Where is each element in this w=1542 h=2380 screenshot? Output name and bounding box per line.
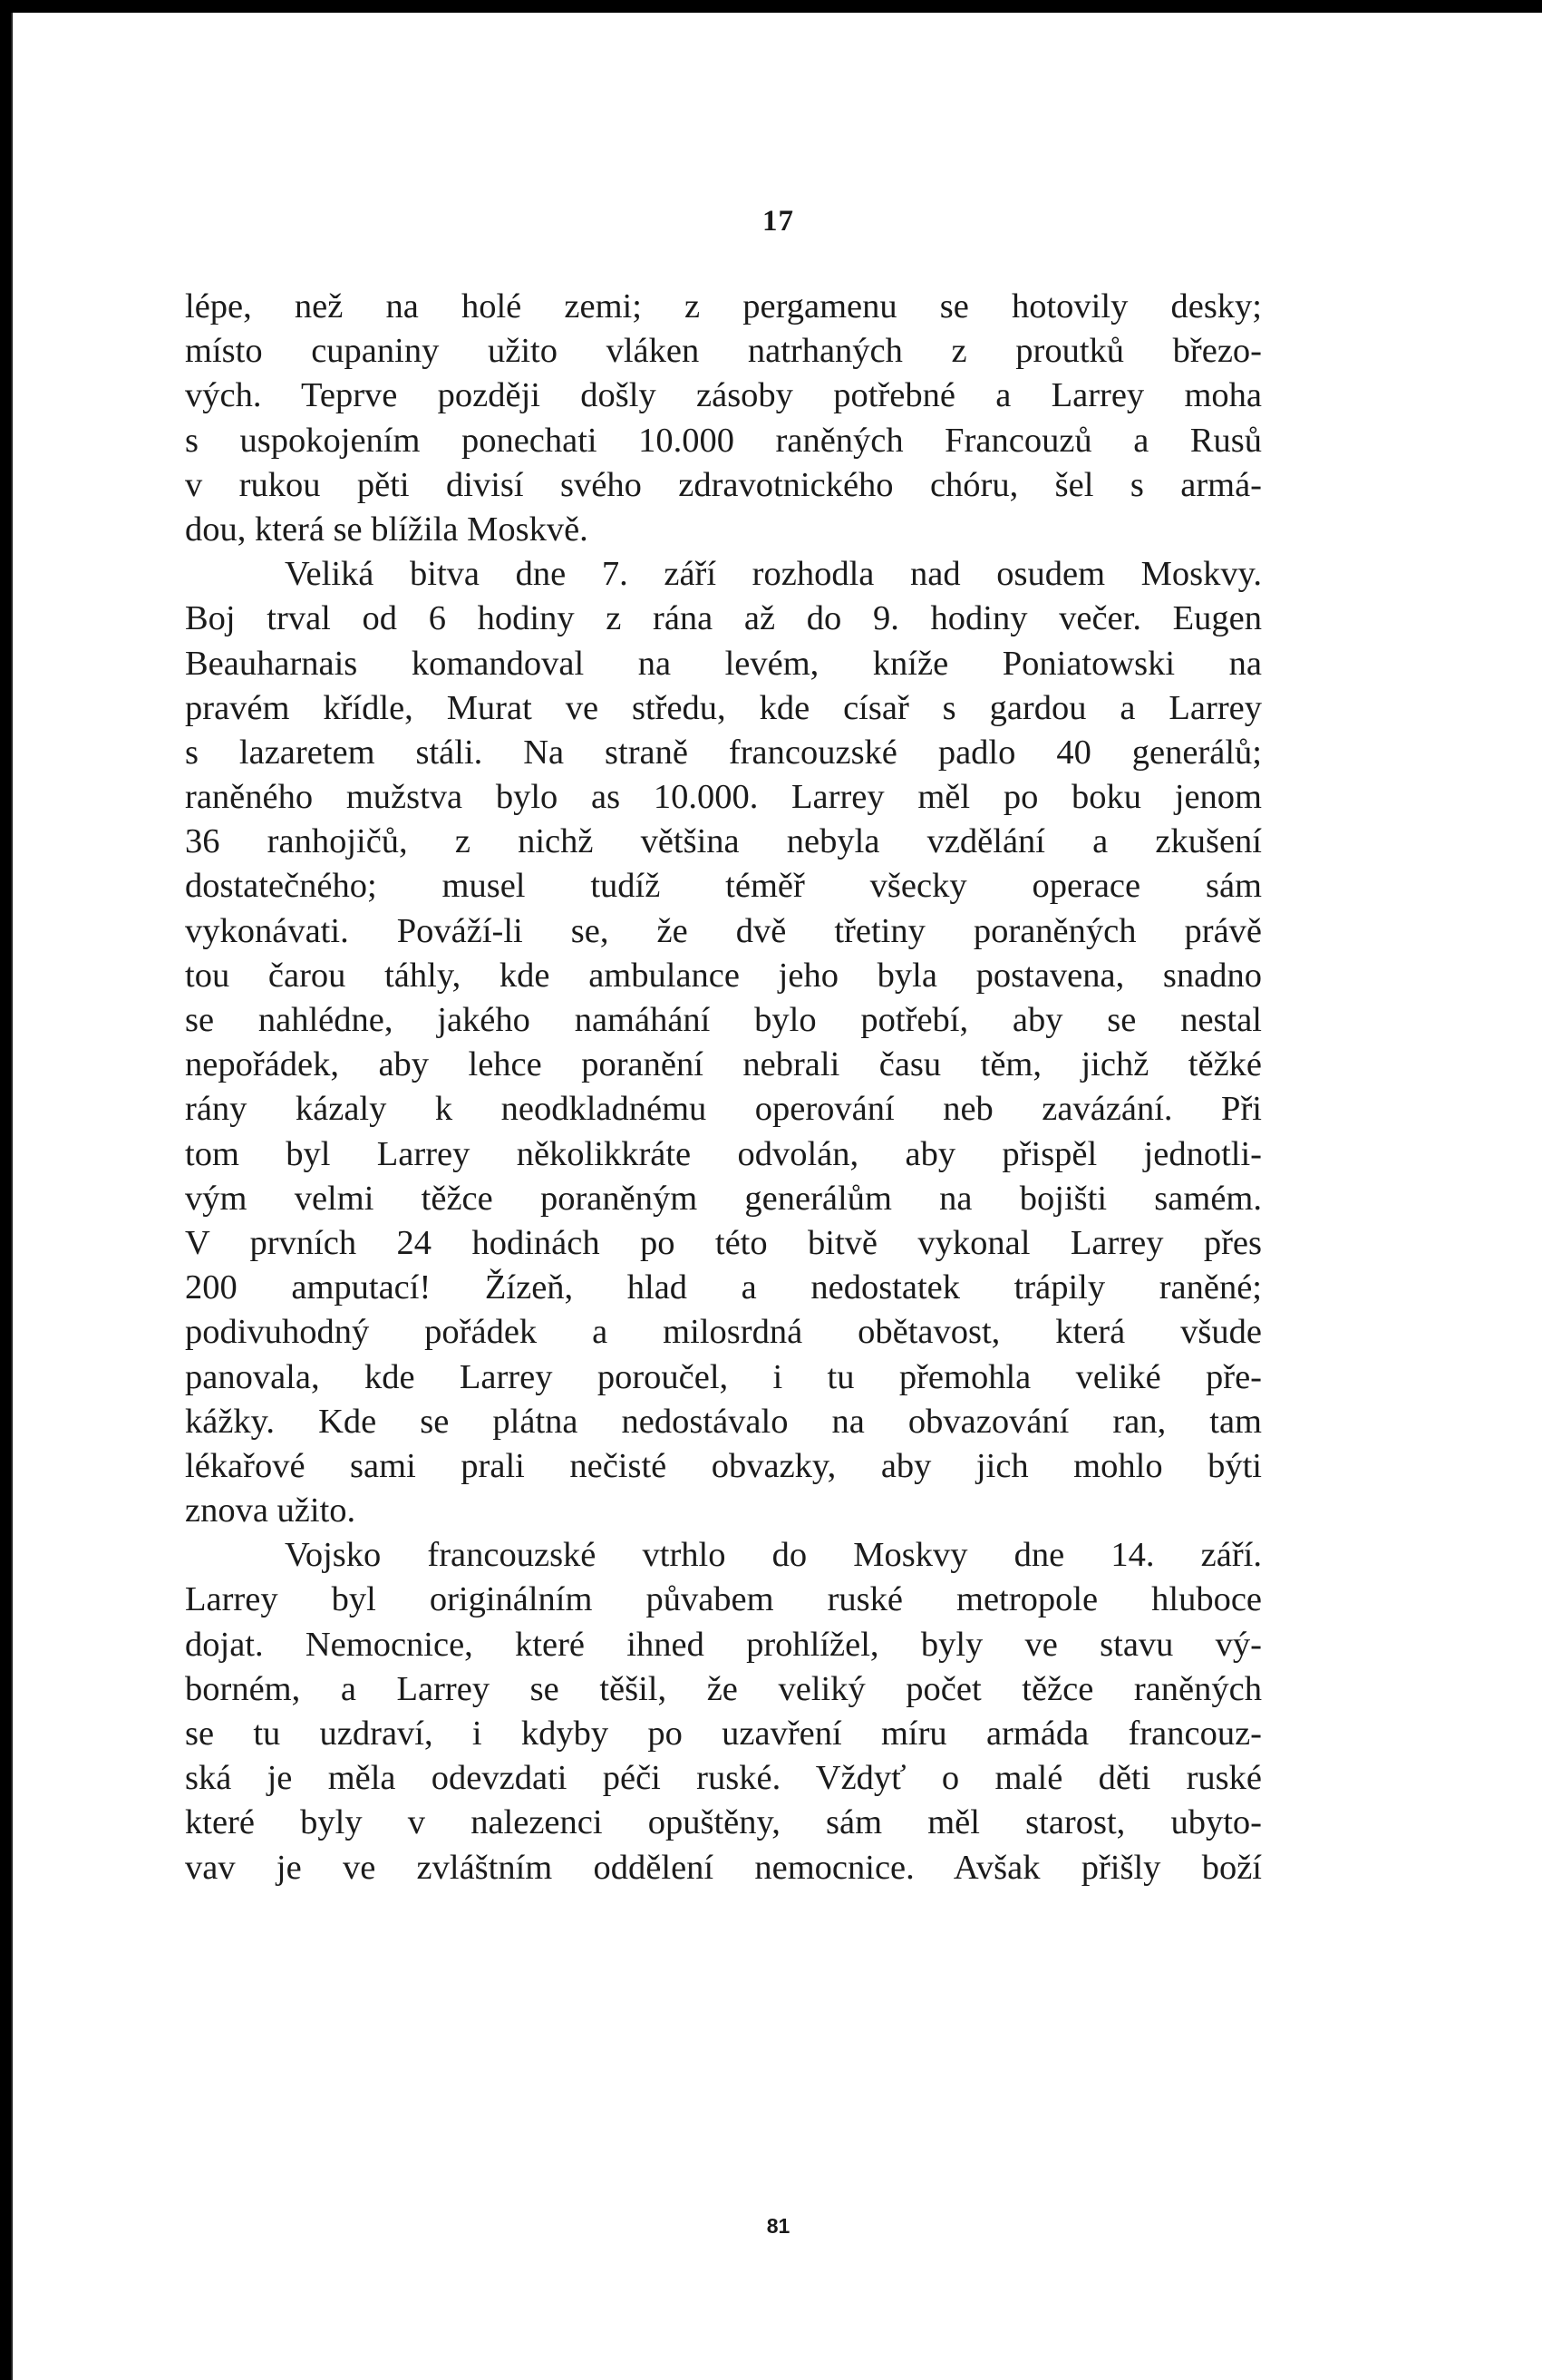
text-line: vav je ve zvláštním oddělení nemocnice. Avšak přišly boží <box>185 1848 1262 1887</box>
text-line: Larrey byl originálním půvabem ruské metropole hluboce <box>185 1580 1262 1619</box>
text-line: Veliká bitva dne 7. září rozhodla nad osudem Moskvy. <box>285 555 1262 594</box>
text-line: místo cupaniny užito vláken natrhaných z proutků březo- <box>185 332 1262 371</box>
text-line: panovala, kde Larrey poroučel, i tu přemohla veliké pře- <box>185 1357 1262 1396</box>
text-line: V prvních 24 hodinách po této bitvě vykonal Larrey přes <box>185 1223 1262 1262</box>
text-line: v rukou pěti divisí svého zdravotnického chóru, šel s armá- <box>185 465 1262 504</box>
text-line: tou čarou táhly, kde ambulance jeho byla postavena, snadno <box>185 956 1262 995</box>
paragraph <box>185 285 1262 552</box>
page-number: 17 <box>762 205 794 238</box>
paragraph <box>185 552 1262 1533</box>
text-line: s uspokojením ponechati 10.000 raněných Francouzů a Rusů <box>185 421 1262 460</box>
text-line: podivuhodný pořádek a milosrdná obětavost, která všude <box>185 1313 1262 1352</box>
text-line: raněného mužstva bylo as 10.000. Larrey měl po boku jenom <box>185 778 1262 817</box>
signature-mark: 81 <box>766 2214 790 2238</box>
text-line: dostatečného; musel tudíž téměř všecky operace sám <box>185 867 1262 906</box>
text-line: lépe, než na holé zemi; z pergamenu se hotovily desky; <box>185 287 1262 325</box>
text-line: dou, která se blížila Moskvě. <box>185 510 588 549</box>
paragraph <box>185 1533 1262 1890</box>
text-line: ská je měla odevzdati péči ruské. Vždyť o malé děti ruské <box>185 1759 1262 1798</box>
text-line: pravém křídle, Murat ve středu, kde císař s gardou a Larrey <box>185 688 1262 727</box>
book-page <box>11 13 1542 2380</box>
text-line: rány kázaly k neodkladnému operování neb zavázání. Při <box>185 1090 1262 1129</box>
text-line: tom byl Larrey několikkráte odvolán, aby přispěl jednotli- <box>185 1134 1262 1173</box>
text-line: vým velmi těžce poraněným generálům na bojišti samém. <box>185 1179 1262 1218</box>
text-line: se tu uzdraví, i kdyby po uzavření míru armáda francouz- <box>185 1715 1262 1753</box>
text-line: kážky. Kde se plátna nedostávalo na obvazování ran, tam <box>185 1402 1262 1441</box>
text-line: 36 ranhojičů, z nichž většina nebyla vzdělání a zkušení <box>185 822 1262 861</box>
text-line: Vojsko francouzské vtrhlo do Moskvy dne 14. září. <box>285 1536 1262 1575</box>
text-line: nepořádek, aby lehce poranění nebrali času těm, jichž těžké <box>185 1045 1262 1084</box>
text-line: znova užito. <box>185 1491 356 1530</box>
text-line: s lazaretem stáli. Na straně francouzské padlo 40 generálů; <box>185 733 1262 772</box>
text-line: lékařové sami prali nečisté obvazky, aby jich mohlo býti <box>185 1446 1262 1485</box>
text-line: borném, a Larrey se těšil, že veliký počet těžce raněných <box>185 1669 1262 1708</box>
text-line: které byly v nalezenci opuštěny, sám měl starost, ubyto- <box>185 1803 1262 1842</box>
text-line: Boj trval od 6 hodiny z rána až do 9. hodiny večer. Eugen <box>185 599 1262 638</box>
text-line: Beauharnais komandoval na levém, kníže Poniatowski na <box>185 644 1262 683</box>
body-text <box>185 285 1262 1890</box>
text-line: dojat. Nemocnice, které ihned prohlížel, byly ve stavu vý- <box>185 1625 1262 1664</box>
text-line: se nahlédne, jakého namáhání bylo potřebí, aby se nestal <box>185 1001 1262 1039</box>
text-line: vých. Teprve později došly zásoby potřebné a Larrey moha <box>185 376 1262 415</box>
text-line: vykonávati. Pováží-li se, že dvě třetiny poraněných právě <box>185 911 1262 950</box>
text-line: 200 amputací! Žízeň, hlad a nedostatek trápily raněné; <box>185 1268 1262 1307</box>
